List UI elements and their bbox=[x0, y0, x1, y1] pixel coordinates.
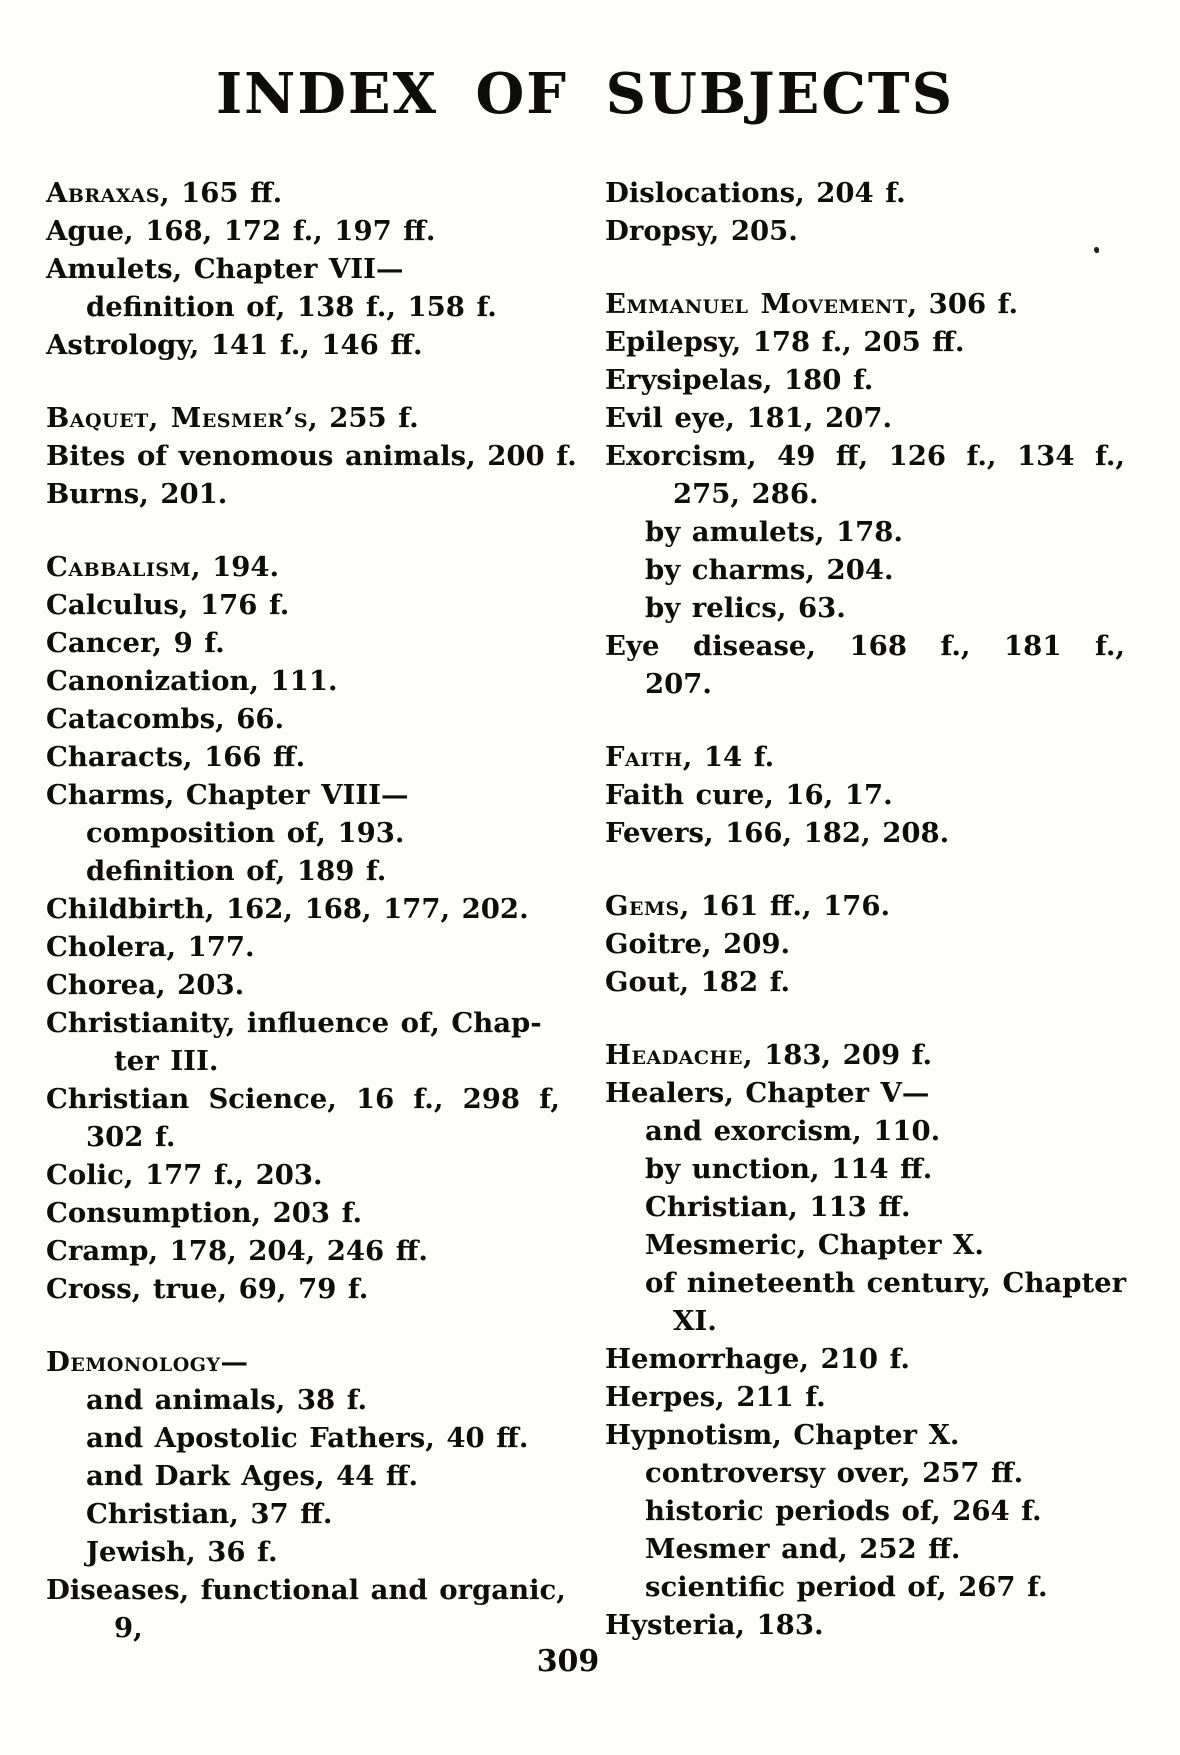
index-entry-line: Childbirth, 162, 168, 177, 202. bbox=[46, 893, 529, 925]
index-entry-line: Colic, 177 f., 203. bbox=[46, 1159, 323, 1191]
index-entry-line: 275, 286. bbox=[673, 478, 819, 510]
index-entry-line: Burns, 201. bbox=[46, 478, 228, 510]
index-entry-line: Christianity, influence of, Chap- bbox=[46, 1007, 542, 1039]
index-entry-line: Evil eye, 181, 207. bbox=[605, 402, 893, 434]
index-entry-line: Hypnotism, Chapter X. bbox=[605, 1419, 960, 1451]
index-entry-line: Amulets, Chapter VII— bbox=[46, 253, 404, 285]
index-entry-headword: Cabbalism bbox=[46, 551, 191, 583]
index-entry-line: Healers, Chapter V— bbox=[605, 1077, 930, 1109]
index-entry-line: Christian, 113 ff. bbox=[645, 1191, 911, 1223]
index-entry-line: by unction, 114 ff. bbox=[645, 1153, 933, 1185]
index-entry-line: historic periods of, 264 f. bbox=[645, 1495, 1042, 1527]
index-entry-headword: Abraxas bbox=[46, 177, 160, 209]
index-entry-line: Ague, 168, 172 f., 197 ff. bbox=[46, 215, 436, 247]
index-entry-headword: Emmanuel Movement bbox=[605, 288, 908, 320]
index-entry-line: Epilepsy, 178 f., 205 ff. bbox=[605, 326, 965, 358]
index-entry-line: definition of, 138 f., 158 f. bbox=[86, 291, 497, 323]
index-entry-line: of nineteenth century, Chapter bbox=[645, 1267, 1127, 1299]
index-entry-line: and Dark Ages, 44 ff. bbox=[86, 1460, 419, 1492]
index-entry-line: Hysteria, 183. bbox=[605, 1609, 824, 1641]
index-entry-line: Herpes, 211 f. bbox=[605, 1381, 826, 1413]
index-entry-headword: Demonology bbox=[46, 1346, 221, 1378]
index-entry-line: and Apostolic Fathers, 40 ff. bbox=[86, 1422, 529, 1454]
index-entry-line: Faith cure, 16, 17. bbox=[605, 779, 893, 811]
index-entry-line: Exorcism, 49 ff, 126 f., 134 f., bbox=[605, 440, 1125, 472]
index-entry-line: Cancer, 9 f. bbox=[46, 627, 225, 659]
index-entry-headword: Headache bbox=[605, 1039, 743, 1071]
index-entry-line: Cramp, 178, 204, 246 ff. bbox=[46, 1235, 428, 1267]
index-entry-line: controversy over, 257 ff. bbox=[645, 1457, 1024, 1489]
ink-speck bbox=[1094, 247, 1099, 253]
index-entry-line: by relics, 63. bbox=[645, 592, 846, 624]
index-entry-line: Dislocations, 204 f. bbox=[605, 177, 906, 209]
index-entry-line: by amulets, 178. bbox=[645, 516, 903, 548]
index-column-right bbox=[605, 174, 1125, 1644]
index-entry-line: by charms, 204. bbox=[645, 554, 894, 586]
index-entry-line: Hemorrhage, 210 f. bbox=[605, 1343, 910, 1375]
page-title: INDEX OF SUBJECTS bbox=[215, 61, 955, 127]
index-entry-line: Mesmer and, 252 ff. bbox=[645, 1533, 961, 1565]
index-entry-line: and animals, 38 f. bbox=[86, 1384, 368, 1416]
index-entry-line: Mesmeric, Chapter X. bbox=[645, 1229, 984, 1261]
index-entry-line: Characts, 166 ff. bbox=[46, 741, 306, 773]
index-entry-line: Christian, 37 ff. bbox=[86, 1498, 333, 1530]
index-entry-line: Astrology, 141 f., 146 ff. bbox=[46, 329, 423, 361]
index-entry-line: Bites of venomous animals, 200 f. bbox=[46, 440, 577, 472]
index-entry-line: Erysipelas, 180 f. bbox=[605, 364, 874, 396]
index-entry-line: Catacombs, 66. bbox=[46, 703, 285, 735]
index-entry-line: ter III. bbox=[114, 1045, 219, 1077]
index-entry-line: scientific period of, 267 f. bbox=[645, 1571, 1048, 1603]
index-entry-line: Calculus, 176 f. bbox=[46, 589, 290, 621]
index-entry-line: Baquet, Mesmer’s, 255 f. bbox=[46, 402, 419, 434]
index-entry-line: Goitre, 209. bbox=[605, 928, 791, 960]
index-entry-line: Demonology— bbox=[46, 1346, 249, 1378]
index-entry-line: Cabbalism, 194. bbox=[46, 551, 280, 583]
index-entry-line: Gout, 182 f. bbox=[605, 966, 791, 998]
index-entry-line: composition of, 193. bbox=[86, 817, 405, 849]
index-entry-line: Cross, true, 69, 79 f. bbox=[46, 1273, 369, 1305]
index-entry-line: and exorcism, 110. bbox=[645, 1115, 941, 1147]
index-entry-headword: Faith bbox=[605, 741, 683, 773]
index-entry-line: Jewish, 36 f. bbox=[86, 1536, 278, 1568]
index-entry-line: 207. bbox=[645, 668, 712, 700]
index-entry-line: Charms, Chapter VIII— bbox=[46, 779, 409, 811]
index-entry-line: Emmanuel Movement, 306 f. bbox=[605, 288, 1019, 320]
index-column-left bbox=[46, 174, 577, 1647]
index-entry-line: Eye disease, 168 f., 181 f., bbox=[605, 630, 1125, 662]
index-entry-line: 302 f. bbox=[86, 1121, 176, 1153]
index-entry-line: Dropsy, 205. bbox=[605, 215, 798, 247]
index-entry-headword: Gems bbox=[605, 890, 680, 922]
index-entry-line: Headache, 183, 209 f. bbox=[605, 1039, 933, 1071]
index-entry-line: Cholera, 177. bbox=[46, 931, 255, 963]
index-entry-line: Fevers, 166, 182, 208. bbox=[605, 817, 950, 849]
page-number: 309 bbox=[536, 1644, 600, 1679]
index-entry-line: Diseases, functional and organic, bbox=[46, 1574, 566, 1606]
index-entry-line: Canonization, 111. bbox=[46, 665, 338, 697]
index-entry-line: Christian Science, 16 f., 298 f, bbox=[46, 1083, 560, 1115]
index-entry-headword: Baquet, Mesmer’s bbox=[46, 402, 309, 434]
index-entry-line: XI. bbox=[673, 1305, 717, 1337]
index-entry-line: Gems, 161 ff., 176. bbox=[605, 890, 891, 922]
index-entry-line: Faith, 14 f. bbox=[605, 741, 775, 773]
index-entry-line: 9, bbox=[114, 1612, 143, 1644]
index-entry-line: definition of, 189 f. bbox=[86, 855, 387, 887]
index-entry-line: Consumption, 203 f. bbox=[46, 1197, 363, 1229]
index-entry-line: Abraxas, 165 ff. bbox=[46, 177, 283, 209]
index-entry-line: Chorea, 203. bbox=[46, 969, 245, 1001]
